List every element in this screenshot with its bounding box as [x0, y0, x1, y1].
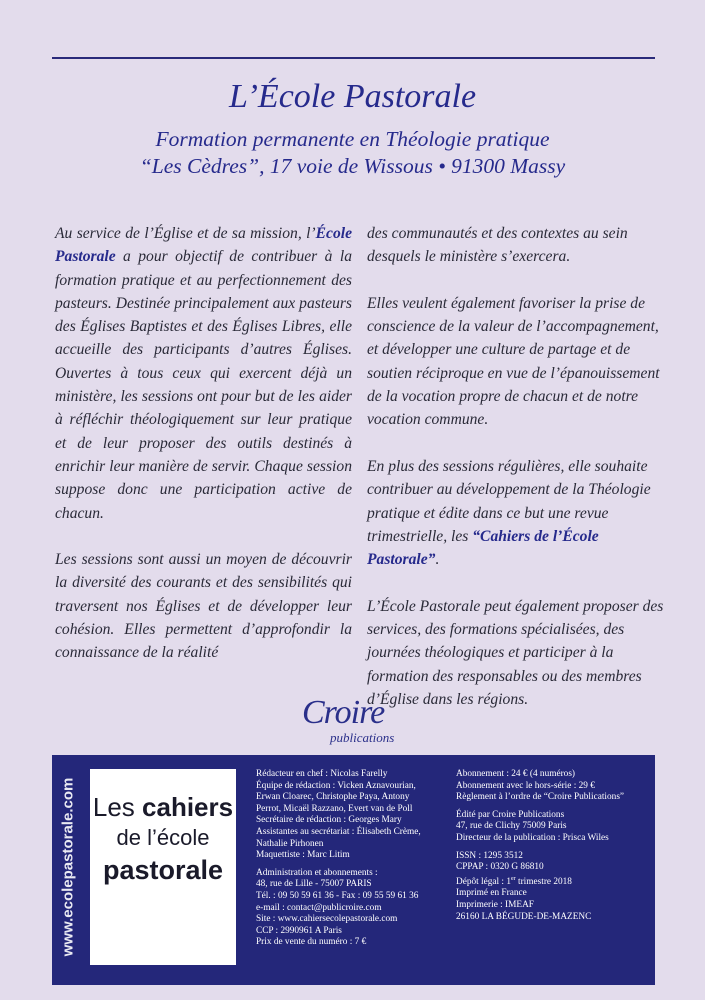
brand-line-2: de l’école — [116, 825, 210, 850]
info-line: Rédacteur en chef : Nicolas Farelly — [256, 769, 388, 779]
info-line: Équipe de rédaction : Vicken Aznavourian, — [256, 780, 416, 791]
website-url: www.ecolepastorale.com — [59, 777, 77, 957]
info-line: Site : www.cahiersecolepastorale.com — [256, 914, 398, 925]
brand-les: Les — [92, 792, 143, 822]
info-line: Prix de vente du numéro : 7 € — [256, 937, 367, 948]
left-p1-pre: Au service de l’Église et de sa mission, l’ — [55, 225, 316, 242]
info-line: Abonnement : 24 € (4 numéros) — [456, 769, 576, 779]
cahiers-highlight: “Cahiers de l’École Pastorale” — [367, 527, 599, 569]
info-line: Imprimé en France — [456, 888, 527, 899]
info-line: Tél. : 09 50 59 61 36 - Fax : 09 55 59 61 36 — [256, 890, 419, 901]
left-paragraph-1 — [55, 222, 352, 525]
info-line: Assistantes au secrétariat : Élisabeth Crème, — [256, 826, 421, 837]
right-p3-pre: En plus des sessions régulières, elle souhaite contribuer au développement de la Théologie pratique et édite dans ce but une revue trimestrielle, les — [367, 457, 651, 545]
right-column — [367, 222, 667, 735]
logo-sub: publications — [330, 730, 395, 745]
editorial-info — [256, 769, 456, 949]
right-paragraph-1: des communautés et des contextes au sein desquels le ministère s’exercera. — [367, 225, 628, 266]
info-line: Édité par Croire Publications — [456, 809, 565, 820]
info-line: 48, rue de Lille - 75007 PARIS — [256, 879, 372, 890]
info-line: Directeur de la publication : Prisca Wiles — [456, 832, 609, 843]
brand-line-1 — [90, 791, 236, 823]
brand-line-3: pastorale — [102, 855, 224, 885]
brand-text — [90, 791, 236, 887]
subtitle-line-1: Formation permanente en Théologie pratique — [155, 127, 550, 151]
right-paragraph-3 — [367, 455, 667, 571]
croire-logo — [298, 694, 408, 746]
info-line: ISSN : 1295 3512 — [456, 850, 523, 861]
brand-cahiers: cahiers — [142, 792, 234, 822]
info-line: 26160 LA BÉGUDE-DE-MAZENC — [456, 911, 592, 922]
page-title: L’École Pastorale — [228, 78, 477, 115]
depot-sup: er — [511, 875, 516, 882]
info-line: CCP : 2990961 A Paris — [256, 925, 342, 936]
info-line: Administration et abonnements : — [256, 867, 378, 878]
footer-panel — [52, 755, 655, 985]
depot-quarter: trimestre 2018 — [515, 876, 572, 887]
info-line — [456, 874, 652, 889]
info-line: e-mail : contact@publicroire.com — [256, 902, 382, 913]
left-column — [55, 222, 352, 688]
info-line: Secrétaire de rédaction : Georges Mary — [256, 815, 402, 826]
page-subtitle — [0, 126, 705, 180]
left-paragraph-2: Les sessions sont aussi un moyen de découvrir la diversité des courants et des sensibilités qui traversent nos Églises et de développer leur cohésion. Elles permettent d’approfondir la connaissance de la réalité — [55, 551, 352, 662]
right-paragraph-4: L’École Pastorale peut également proposer des services, des formations spécialisées, des journées théologiques et participer à la formation des responsables ou des membres d’Église dans les régions. — [367, 597, 664, 708]
vertical-url — [50, 755, 86, 985]
subscription-info — [456, 769, 652, 923]
info-line: Erwan Cloarec, Christophe Paya, Antony — [256, 792, 410, 803]
subtitle-line-2: “Les Cèdres”, 17 voie de Wissous • 91300 Massy — [139, 154, 566, 178]
logo-word: Croire — [302, 694, 385, 731]
info-line: Abonnement avec le hors-série : 29 € — [456, 780, 595, 791]
info-line: Nathalie Pirhonen — [256, 838, 324, 849]
top-divider — [52, 57, 655, 59]
ecole-pastorale-highlight: École Pastorale — [55, 225, 352, 266]
info-line: Maquettiste : Marc Litim — [256, 850, 350, 861]
info-line: CPPAP : 0320 G 86810 — [456, 862, 544, 873]
depot-legal: Dépôt légal : 1 — [456, 876, 511, 887]
right-paragraph-2: Elles veulent également favoriser la prise de conscience de la valeur de l’accompagnement, et développer une culture de partage et de soutien réciproque en vue de l’épanouissement de la vocation propre de chacun et de notre vocation commune. — [367, 294, 660, 429]
info-line: Imprimerie : IMEAF — [456, 900, 534, 911]
left-p1-post: a pour objectif de contribuer à la formation pratique et au perfectionnement des pasteurs. Destinée principalement aux pasteurs des Églises Baptistes et des Églises Libres, elle accueille des participants d’autres Églises. Ouvertes à tous ceux qui exercent déjà un ministère, les sessions ont pour but de les aider à réfléchir théologiquement sur leur pratique et de leur proposer des outils destinés à enrichir leur manière de servir. Chaque session suppose donc une participation active de chacun. — [55, 248, 352, 522]
info-line: 47, rue de Clichy 75009 Paris — [456, 821, 567, 832]
info-line: Perrot, Micaël Razzano, Evert van de Poll — [256, 803, 413, 814]
info-line: Règlement à l’ordre de “Croire Publications” — [456, 792, 625, 803]
right-p3-post: . — [435, 551, 440, 569]
brand-box — [90, 769, 236, 965]
